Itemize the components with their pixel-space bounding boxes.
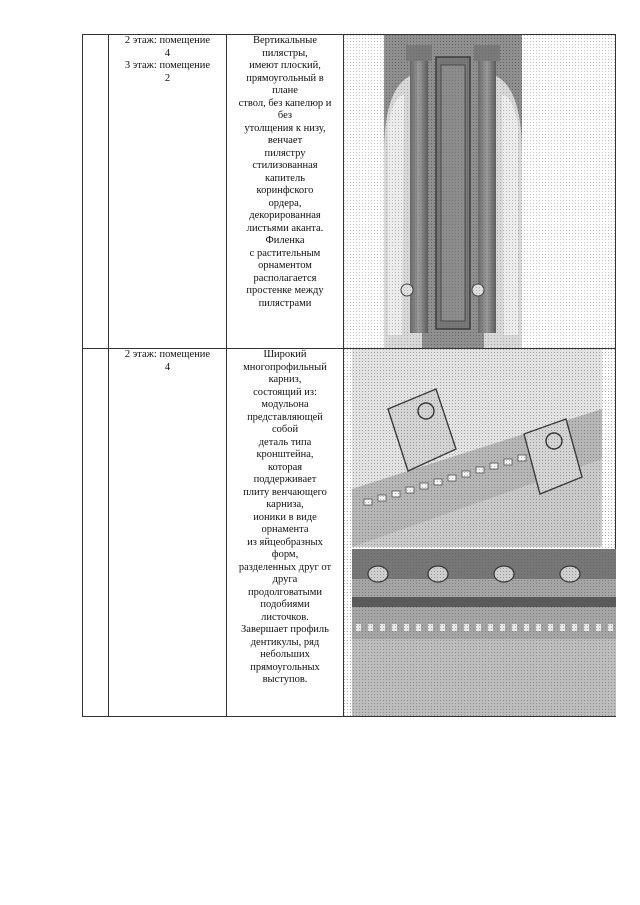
description-line: карниз, <box>268 374 302 385</box>
description-line: представляющей <box>247 411 323 423</box>
description-line: с растительным <box>249 247 321 259</box>
description-line: капитель <box>265 172 305 184</box>
description-line: простенке между <box>246 285 324 296</box>
description-line: Завершает профиль <box>241 624 329 635</box>
index-cell <box>83 35 109 349</box>
location-cell <box>109 35 227 349</box>
description-line: стилизованная <box>252 160 318 171</box>
description-line: ордера, <box>268 197 302 209</box>
table-row <box>83 349 616 717</box>
index-cell <box>83 349 109 717</box>
description-line: карниза, <box>266 499 304 510</box>
description-line: кронштейна, <box>256 449 314 460</box>
description-line: собой <box>271 424 299 435</box>
description-line: утолщения к низу, <box>244 122 326 134</box>
description-line: прямоугольный в <box>246 72 324 84</box>
description-line: плиту венчающего <box>243 486 327 498</box>
description-cell <box>227 349 344 717</box>
description-line: плане <box>272 85 298 96</box>
description-cell <box>227 35 344 349</box>
description-line: из яйцеобразных <box>247 536 323 548</box>
cornice-photo <box>344 349 616 716</box>
description-line: ствол, без капелюр и <box>238 97 332 109</box>
location-line: 3 этаж: помещение <box>124 60 211 71</box>
description-line: Вертикальные <box>252 35 318 46</box>
description-line: декорированная <box>249 210 321 221</box>
description-line: пилястру <box>264 147 306 159</box>
description-line: подобиями <box>260 599 310 610</box>
description-line: ионики в виде <box>253 511 317 523</box>
description-line: разделенных друг от <box>238 561 332 573</box>
location-line: 2 этаж: помещение <box>124 349 211 360</box>
description-line: модульона <box>261 399 309 410</box>
description-line: венчает <box>267 135 303 146</box>
description-line: орнамента <box>261 524 309 535</box>
description-line: многопрофильный <box>243 361 327 373</box>
photo-cell <box>344 349 616 717</box>
description-line: без <box>277 110 293 121</box>
description-line: состоящий из: <box>253 386 317 398</box>
description-line: листочков. <box>261 611 309 623</box>
description-line: поддерживает <box>253 474 317 485</box>
photo-cell <box>344 35 616 349</box>
location-line: 4 <box>164 361 171 373</box>
location-line: 4 <box>164 47 171 59</box>
location-line: 2 этаж: помещение <box>124 35 211 46</box>
description-line: выступов. <box>262 674 308 685</box>
location-cell <box>109 349 227 717</box>
description-line: деталь типа <box>258 436 312 448</box>
description-line: небольших <box>260 649 310 660</box>
description-line: располагается <box>253 272 317 284</box>
description-line: имеют плоский, <box>249 60 321 71</box>
description-line: дентикулы, ряд <box>250 636 320 648</box>
description-line: листьями аканта. <box>246 222 324 234</box>
description-line: орнаментом <box>258 260 312 271</box>
description-line: форм, <box>271 549 299 560</box>
description-line: друга <box>272 574 298 585</box>
location-line: 2 <box>164 72 171 84</box>
description-line: коринфского <box>256 185 314 196</box>
table-row <box>83 35 616 349</box>
description-line: пилястрами <box>258 297 312 309</box>
description-line: Широкий <box>263 349 307 360</box>
description-line: прямоугольных <box>250 661 320 673</box>
description-line: продолговатыми <box>248 586 322 598</box>
document-table <box>82 34 616 717</box>
description-line: Филенка <box>265 235 305 246</box>
description-line: пилястры, <box>262 47 308 59</box>
pilasters-photo <box>344 35 616 348</box>
description-line: которая <box>267 461 303 473</box>
